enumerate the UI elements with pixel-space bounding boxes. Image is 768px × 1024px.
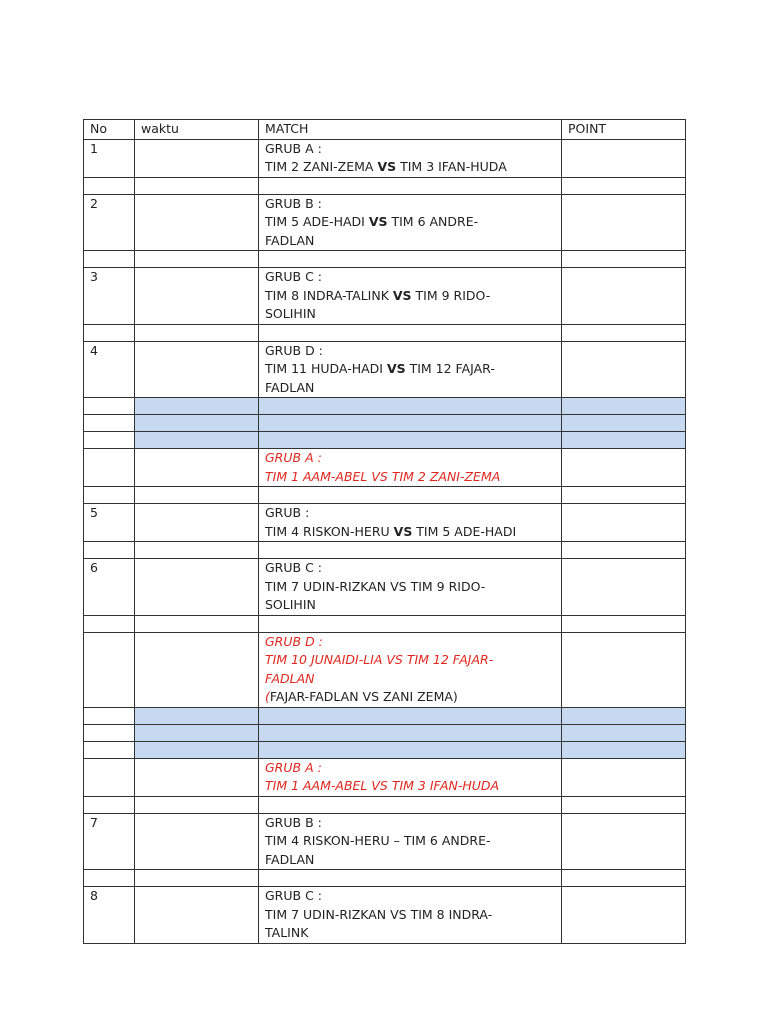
shaded-cell [562, 724, 686, 741]
match-number: 3 [84, 268, 135, 325]
match-number: 8 [84, 887, 135, 944]
shaded-cell [259, 741, 562, 758]
empty-cell [135, 251, 259, 268]
header-point: POINT [562, 120, 686, 140]
match-line [265, 158, 561, 177]
table-row [84, 559, 686, 616]
match-cell [259, 559, 562, 616]
match-text: GRUB C : [265, 560, 322, 575]
empty-cell [135, 487, 259, 504]
match-text: GRUB A : [265, 450, 322, 465]
match-line [265, 287, 561, 306]
match-number [84, 758, 135, 796]
empty-cell [84, 615, 135, 632]
match-text: FADLAN [265, 232, 315, 248]
empty-cell [84, 487, 135, 504]
point-cell [562, 341, 686, 398]
match-number [84, 632, 135, 707]
table-row [84, 194, 686, 251]
time-cell [135, 504, 259, 542]
match-text: TIM 4 RISKON-HERU – TIM 6 ANDRE- [265, 833, 491, 848]
match-cell [259, 139, 562, 177]
match-line [265, 814, 561, 833]
empty-cell [562, 542, 686, 559]
spacer-row [84, 542, 686, 559]
shaded-row [84, 398, 686, 415]
time-cell [135, 758, 259, 796]
match-line [265, 596, 561, 615]
match-line [265, 777, 561, 796]
empty-cell [135, 324, 259, 341]
match-line [265, 670, 561, 689]
point-cell [562, 139, 686, 177]
spacer-row [84, 796, 686, 813]
match-line [265, 213, 561, 232]
shaded-cell [562, 415, 686, 432]
match-line [265, 559, 561, 578]
spacer-row [84, 870, 686, 887]
header-match: MATCH [259, 120, 562, 140]
match-cell [259, 341, 562, 398]
time-cell [135, 632, 259, 707]
time-cell [135, 449, 259, 487]
match-text: GRUB A : [265, 140, 322, 156]
match-text: GRUB D : [265, 633, 323, 649]
table-row [84, 813, 686, 870]
empty-cell [562, 177, 686, 194]
match-text: FADLAN [265, 670, 315, 686]
empty-cell [84, 432, 135, 449]
match-line [265, 523, 561, 542]
match-number: 5 [84, 504, 135, 542]
empty-cell [84, 796, 135, 813]
empty-cell [84, 324, 135, 341]
empty-cell [562, 251, 686, 268]
match-text: TIM 5 ADE-HADI [412, 523, 517, 539]
match-line [265, 887, 561, 906]
match-cell [259, 268, 562, 325]
point-cell [562, 813, 686, 870]
match-cell [259, 632, 562, 707]
match-text: TIM 6 ANDRE- [387, 214, 479, 229]
match-line [265, 379, 561, 398]
match-cell [259, 504, 562, 542]
empty-cell [259, 542, 562, 559]
match-cell [259, 194, 562, 251]
time-cell [135, 268, 259, 325]
shaded-cell [135, 432, 259, 449]
match-text: GRUB B : [265, 814, 322, 830]
match-line [265, 651, 561, 670]
empty-cell [84, 707, 135, 724]
shaded-row [84, 432, 686, 449]
match-text: TIM 11 HUDA-HADI [265, 361, 387, 376]
empty-cell [259, 324, 562, 341]
match-text: TIM 12 FAJAR- [405, 361, 495, 376]
shaded-cell [562, 398, 686, 415]
empty-cell [259, 796, 562, 813]
match-line [265, 832, 561, 851]
point-cell [562, 268, 686, 325]
match-line [265, 268, 561, 287]
shaded-row [84, 741, 686, 758]
match-line [265, 906, 561, 925]
match-line [265, 688, 561, 707]
match-text: FAJAR-FADLAN VS ZANI ZEMA) [269, 689, 458, 704]
point-cell [562, 758, 686, 796]
match-number: 7 [84, 813, 135, 870]
match-text: SOLIHIN [265, 597, 316, 612]
match-text: TIM 10 JUNAIDI-LIA VS TIM 12 FAJAR- [265, 652, 494, 667]
match-number: 2 [84, 194, 135, 251]
spacer-row [84, 487, 686, 504]
shaded-cell [259, 707, 562, 724]
empty-cell [84, 542, 135, 559]
shaded-cell [562, 432, 686, 449]
table-row [84, 758, 686, 796]
vs-label: VS [377, 159, 397, 174]
empty-cell [84, 741, 135, 758]
spacer-row [84, 251, 686, 268]
empty-cell [84, 724, 135, 741]
table-row [84, 504, 686, 542]
table-row [84, 887, 686, 944]
match-line [265, 468, 561, 487]
vs-label: VS [393, 523, 413, 539]
shaded-cell [259, 432, 562, 449]
shaded-cell [135, 398, 259, 415]
shaded-cell [135, 415, 259, 432]
empty-cell [562, 324, 686, 341]
time-cell [135, 887, 259, 944]
match-line [265, 360, 561, 379]
match-text: ( [265, 689, 270, 704]
match-text: GRUB D : [265, 342, 323, 358]
point-cell [562, 887, 686, 944]
vs-label: VS [392, 287, 412, 303]
empty-cell [84, 870, 135, 887]
table-row [84, 139, 686, 177]
match-text: FADLAN [265, 851, 315, 867]
shaded-cell [259, 398, 562, 415]
match-line [265, 305, 561, 324]
match-text: SOLIHIN [265, 306, 316, 321]
match-text: TIM 1 AAM-ABEL VS TIM 2 ZANI-ZEMA [265, 468, 501, 484]
spacer-row [84, 324, 686, 341]
point-cell [562, 504, 686, 542]
match-line [265, 578, 561, 597]
empty-cell [135, 796, 259, 813]
match-number [84, 449, 135, 487]
header-row [84, 120, 686, 140]
match-text: GRUB C : [265, 888, 322, 903]
point-cell [562, 194, 686, 251]
match-line [265, 924, 561, 943]
empty-cell [135, 870, 259, 887]
table-row [84, 632, 686, 707]
match-number: 4 [84, 341, 135, 398]
time-cell [135, 341, 259, 398]
shaded-cell [259, 724, 562, 741]
match-line [265, 195, 561, 214]
shaded-cell [259, 415, 562, 432]
empty-cell [135, 615, 259, 632]
match-number: 1 [84, 139, 135, 177]
shaded-cell [135, 707, 259, 724]
header-no: No [84, 120, 135, 140]
point-cell [562, 449, 686, 487]
match-line [265, 759, 561, 778]
match-cell [259, 758, 562, 796]
table-row [84, 449, 686, 487]
table-row [84, 268, 686, 325]
shaded-cell [562, 741, 686, 758]
header-time: waktu [135, 120, 259, 140]
time-cell [135, 559, 259, 616]
match-cell [259, 813, 562, 870]
empty-cell [84, 251, 135, 268]
match-schedule-table [83, 119, 686, 944]
empty-cell [259, 870, 562, 887]
match-text: TALINK [265, 925, 309, 940]
match-number: 6 [84, 559, 135, 616]
vs-label: VS [368, 214, 388, 229]
shaded-row [84, 724, 686, 741]
spacer-row [84, 177, 686, 194]
empty-cell [562, 870, 686, 887]
empty-cell [259, 487, 562, 504]
table-body [84, 120, 686, 944]
empty-cell [84, 398, 135, 415]
match-line [265, 449, 561, 468]
match-line [265, 342, 561, 361]
point-cell [562, 632, 686, 707]
empty-cell [135, 542, 259, 559]
match-line [265, 232, 561, 251]
match-text: TIM 4 RISKON-HERU [265, 523, 394, 539]
empty-cell [84, 177, 135, 194]
time-cell [135, 813, 259, 870]
shaded-row [84, 415, 686, 432]
match-text: TIM 8 INDRA-TALINK [265, 287, 393, 303]
vs-label: VS [386, 361, 406, 376]
time-cell [135, 139, 259, 177]
match-text: GRUB A : [265, 759, 322, 775]
empty-cell [562, 615, 686, 632]
match-line [265, 851, 561, 870]
match-text: TIM 9 RIDO- [411, 287, 491, 303]
match-text: GRUB C : [265, 269, 322, 284]
table-row [84, 341, 686, 398]
empty-cell [259, 177, 562, 194]
match-line [265, 140, 561, 159]
empty-cell [259, 615, 562, 632]
match-text: TIM 1 AAM-ABEL VS TIM 3 IFAN-HUDA [265, 778, 500, 793]
match-text: GRUB B : [265, 195, 322, 211]
match-cell [259, 449, 562, 487]
spacer-row [84, 615, 686, 632]
shaded-row [84, 707, 686, 724]
match-text: TIM 7 UDIN-RIZKAN VS TIM 8 INDRA- [265, 906, 493, 922]
match-text: TIM 2 ZANI-ZEMA [265, 159, 378, 174]
shaded-cell [562, 707, 686, 724]
empty-cell [562, 796, 686, 813]
match-text: TIM 3 IFAN-HUDA [396, 159, 507, 174]
empty-cell [84, 415, 135, 432]
match-text: TIM 5 ADE-HADI [265, 214, 369, 229]
empty-cell [259, 251, 562, 268]
shaded-cell [135, 741, 259, 758]
match-cell [259, 887, 562, 944]
point-cell [562, 559, 686, 616]
time-cell [135, 194, 259, 251]
match-text: FADLAN [265, 379, 315, 395]
match-line [265, 504, 561, 523]
empty-cell [562, 487, 686, 504]
match-text: TIM 7 UDIN-RIZKAN VS TIM 9 RIDO- [265, 578, 486, 594]
match-line [265, 633, 561, 652]
shaded-cell [135, 724, 259, 741]
empty-cell [135, 177, 259, 194]
match-text: GRUB : [265, 505, 310, 520]
